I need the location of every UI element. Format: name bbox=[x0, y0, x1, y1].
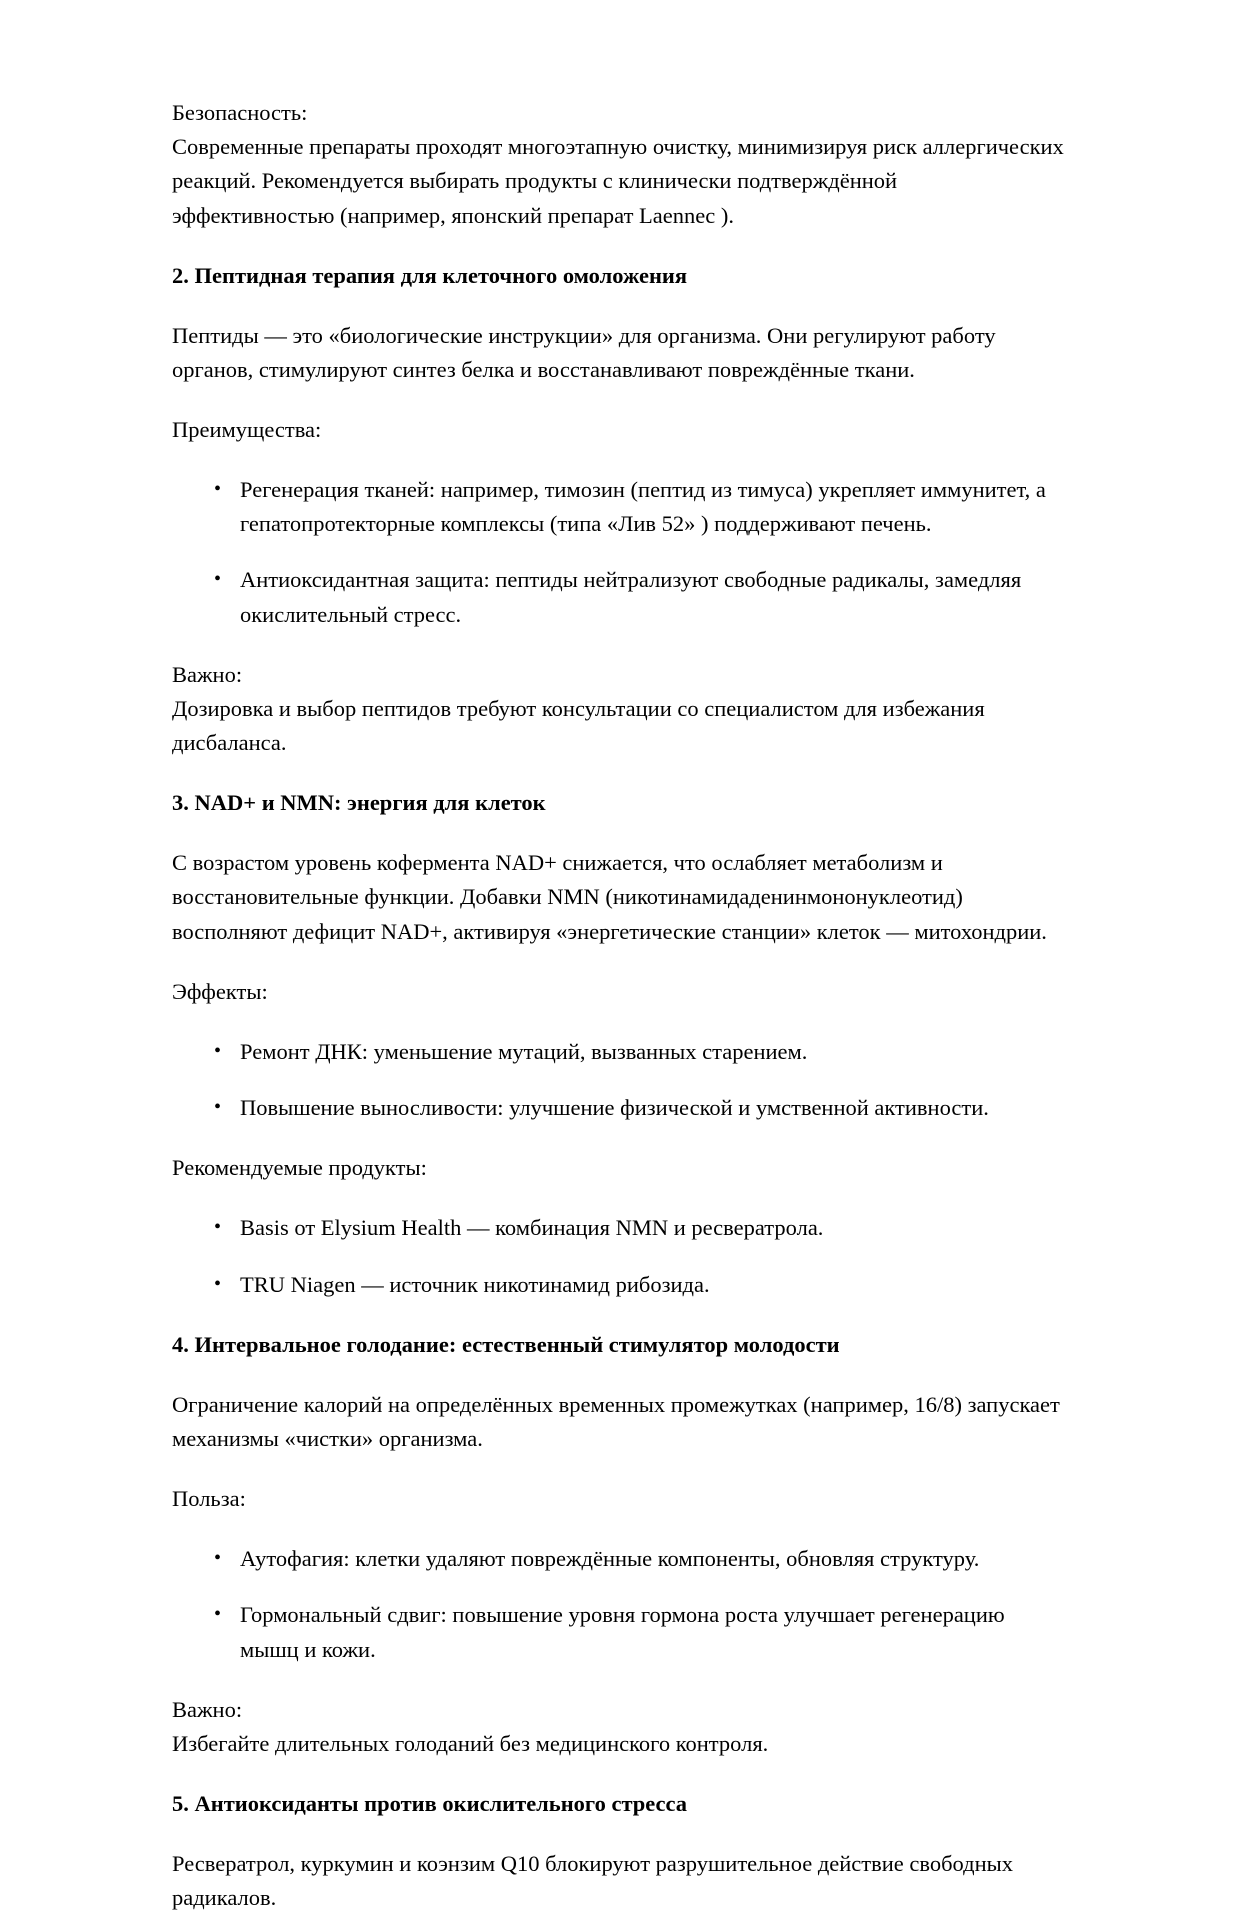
bullet-icon: • bbox=[214, 1547, 222, 1570]
list-item bbox=[172, 563, 1064, 631]
important-text: Избегайте длительных голоданий без медицинского контроля. bbox=[172, 1730, 769, 1756]
list-item bbox=[172, 1598, 1064, 1666]
safety-text: Современные препараты проходят многоэтапную очистку, минимизируя риск аллергических реакций. Рекомендуется выбирать продукты с клинически подтверждённой эффективностью (например, японский препарат Laennec ). bbox=[172, 134, 1064, 228]
section-heading-3: 3. NAD+ и NMN: энергия для клеток bbox=[172, 790, 546, 816]
benefits-label: Польза: bbox=[172, 1485, 246, 1511]
list-item-text: Basis от Elysium Health — комбинация NMN и ресвератрола. bbox=[240, 1215, 824, 1241]
bullet-icon: • bbox=[214, 1096, 222, 1119]
list-item-text: TRU Niagen — источник никотинамид рибозида. bbox=[240, 1271, 710, 1297]
benefits-list bbox=[172, 1542, 1064, 1667]
effects-label: Эффекты: bbox=[172, 978, 268, 1004]
list-item-text: Антиоксидантная защита: пептиды нейтрализуют свободные радикалы, замедляя окислительный стресс. bbox=[240, 567, 1022, 627]
safety-block bbox=[172, 96, 1064, 233]
list-item-text: Повышение выносливости: улучшение физической и умственной активности. bbox=[240, 1095, 989, 1121]
list-item-text: Аутофагия: клетки удаляют повреждённые компоненты, обновляя структуру. bbox=[240, 1546, 980, 1572]
list-item bbox=[172, 1211, 1064, 1245]
list-item-text: Гормональный сдвиг: повышение уровня гормона роста улучшает регенерацию мышц и кожи. bbox=[240, 1602, 1005, 1662]
bullet-icon: • bbox=[214, 568, 222, 591]
important-block-peptides bbox=[172, 658, 1064, 761]
section-heading-2: 2. Пептидная терапия для клеточного омоложения bbox=[172, 262, 688, 288]
recommended-products-list bbox=[172, 1211, 1064, 1301]
list-item bbox=[172, 1091, 1064, 1125]
document-body bbox=[172, 96, 1064, 1915]
important-label: Важно: bbox=[172, 661, 243, 687]
list-item bbox=[172, 473, 1064, 541]
section-heading-4: 4. Интервальное голодание: естественный стимулятор молодости bbox=[172, 1331, 840, 1357]
advantages-list bbox=[172, 473, 1064, 632]
list-item bbox=[172, 1035, 1064, 1069]
safety-label: Безопасность: bbox=[172, 100, 308, 125]
bullet-icon: • bbox=[214, 1272, 222, 1295]
list-item-text: Ремонт ДНК: уменьшение мутаций, вызванных старением. bbox=[240, 1038, 808, 1064]
effects-list bbox=[172, 1035, 1064, 1125]
important-label: Важно: bbox=[172, 1696, 243, 1722]
list-item-text: Регенерация тканей: например, тимозин (пептид из тимуса) укрепляет иммунитет, а гепатопротекторные комплексы (типа «Лив 52» ) поддерживают печень. bbox=[240, 477, 1046, 537]
fasting-intro-paragraph: Ограничение калорий на определённых временных промежутках (например, 16/8) запускает механизмы «чистки» организма. bbox=[172, 1391, 1060, 1451]
bullet-icon: • bbox=[214, 478, 222, 501]
antioxidants-paragraph: Ресвератрол, куркумин и коэнзим Q10 блокируют разрушительное действие свободных радикалов. bbox=[172, 1850, 1014, 1910]
recommended-products-label: Рекомендуемые продукты: bbox=[172, 1155, 427, 1181]
bullet-icon: • bbox=[214, 1039, 222, 1062]
peptides-intro-paragraph: Пептиды — это «биологические инструкции» для организма. Они регулируют работу органов, стимулируют синтез белка и восстанавливают повреждённые ткани. bbox=[172, 322, 996, 382]
advantages-label: Преимущества: bbox=[172, 416, 322, 442]
important-block-fasting bbox=[172, 1693, 1064, 1761]
nad-intro-paragraph: С возрастом уровень кофермента NAD+ снижается, что ослабляет метаболизм и восстановительные функции. Добавки NMN (никотинамидаденинмононуклеотид) восполняют дефицит NAD+, активируя «энергетические станции» клеток — митохондрии. bbox=[172, 850, 1047, 944]
section-heading-5: 5. Антиоксиданты против окислительного стресса bbox=[172, 1791, 688, 1817]
important-text: Дозировка и выбор пептидов требуют консультации со специалистом для избежания дисбаланса. bbox=[172, 696, 985, 756]
list-item bbox=[172, 1542, 1064, 1576]
bullet-icon: • bbox=[214, 1603, 222, 1626]
bullet-icon: • bbox=[214, 1216, 222, 1239]
list-item bbox=[172, 1268, 1064, 1302]
